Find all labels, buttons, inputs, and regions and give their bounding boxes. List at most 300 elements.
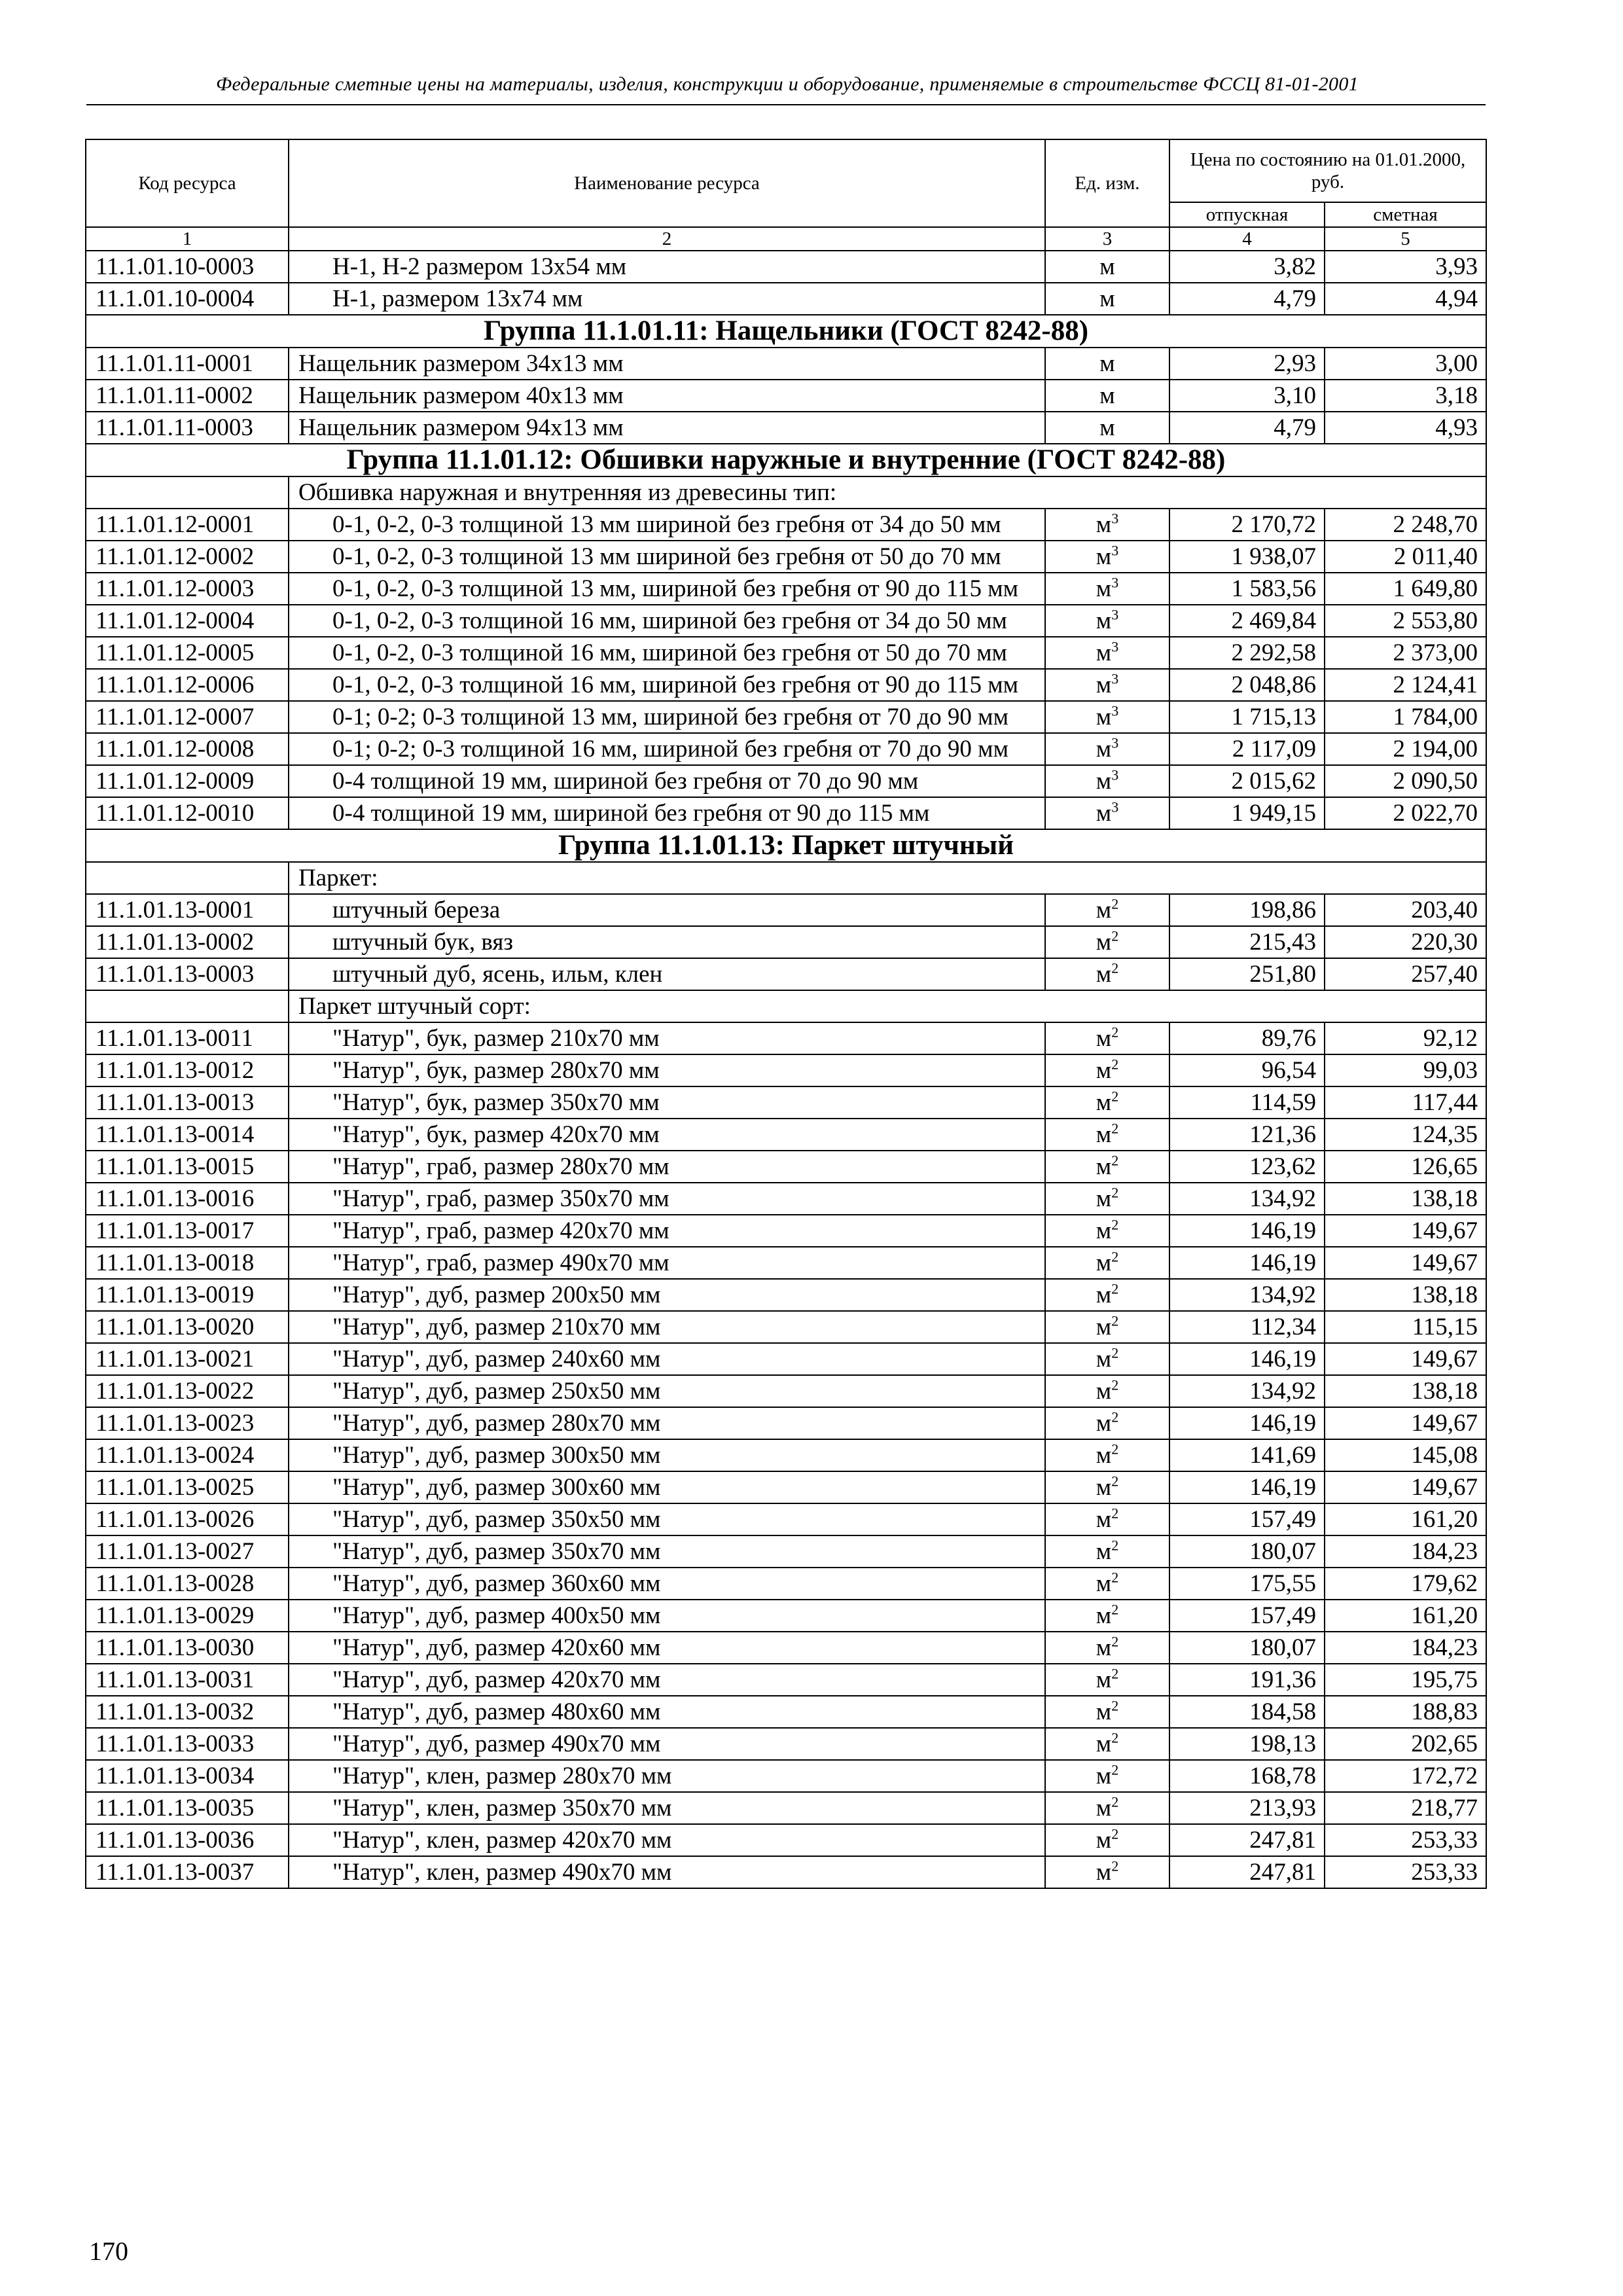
- table-row: [86, 894, 1486, 926]
- unit: м: [1096, 1795, 1112, 1821]
- release-price: 114,59: [1169, 1086, 1325, 1119]
- release-price: 198,13: [1169, 1728, 1325, 1760]
- price-table: [85, 139, 1487, 1889]
- table-row: [86, 1311, 1486, 1343]
- col-header-name: Наименование ресурса: [289, 139, 1045, 227]
- resource-name: 0-1, 0-2, 0-3 толщиной 16 мм, шириной без гребня от 50 до 70 мм: [289, 637, 1045, 669]
- resource-name: "Натур", дуб, размер 280х70 мм: [289, 1407, 1045, 1439]
- unit-exponent: 2: [1111, 1825, 1119, 1842]
- unit-cell: [1045, 1311, 1169, 1343]
- table-row: [86, 1568, 1486, 1600]
- resource-name: "Натур", дуб, размер 490х70 мм: [289, 1728, 1045, 1760]
- resource-code: 11.1.01.13-0022: [86, 1375, 289, 1407]
- resource-name: "Натур", граб, размер 280х70 мм: [289, 1151, 1045, 1183]
- estimate-price: 138,18: [1325, 1279, 1486, 1311]
- unit-exponent: 2: [1111, 1312, 1119, 1329]
- estimate-price: 3,00: [1325, 348, 1486, 380]
- subheading-code-cell: [86, 990, 289, 1022]
- release-price: 1 583,56: [1169, 573, 1325, 605]
- unit: м: [1096, 1827, 1112, 1854]
- table-row: [86, 1824, 1486, 1856]
- unit-exponent: 2: [1111, 1761, 1119, 1778]
- release-price: 1 938,07: [1169, 541, 1325, 573]
- estimate-price: 3,93: [1325, 251, 1486, 283]
- unit: м: [1096, 1859, 1112, 1886]
- table-row: [86, 541, 1486, 573]
- estimate-price: 253,33: [1325, 1856, 1486, 1888]
- unit-exponent: 2: [1111, 1344, 1119, 1361]
- resource-name: "Натур", граб, размер 420х70 мм: [289, 1215, 1045, 1247]
- unit-exponent: 3: [1111, 606, 1119, 623]
- unit: м: [1096, 1474, 1112, 1501]
- unit-cell: [1045, 1022, 1169, 1054]
- resource-name: "Натур", клен, размер 420х70 мм: [289, 1824, 1045, 1856]
- unit: м: [1096, 672, 1112, 698]
- table-row: [86, 1471, 1486, 1503]
- unit-cell: [1045, 1119, 1169, 1151]
- release-price: 2 117,09: [1169, 733, 1325, 765]
- estimate-price: 117,44: [1325, 1086, 1486, 1119]
- resource-name: "Натур", дуб, размер 350х70 мм: [289, 1535, 1045, 1568]
- resource-code: 11.1.01.13-0015: [86, 1151, 289, 1183]
- resource-code: 11.1.01.12-0009: [86, 765, 289, 797]
- unit-cell: [1045, 1600, 1169, 1632]
- table-body: [86, 251, 1486, 1888]
- unit-exponent: 2: [1111, 895, 1119, 912]
- estimate-price: 124,35: [1325, 1119, 1486, 1151]
- unit-cell: [1045, 541, 1169, 573]
- release-price: 4,79: [1169, 283, 1325, 315]
- resource-code: 11.1.01.13-0035: [86, 1792, 289, 1824]
- resource-name: "Натур", дуб, размер 420х70 мм: [289, 1664, 1045, 1696]
- release-price: 251,80: [1169, 958, 1325, 990]
- release-price: 180,07: [1169, 1632, 1325, 1664]
- unit: м: [1096, 1666, 1112, 1693]
- unit-exponent: 2: [1111, 1184, 1119, 1201]
- header-row: [86, 139, 1486, 202]
- unit: м: [1096, 1025, 1112, 1052]
- subheading-row: [86, 476, 1486, 509]
- table-row: [86, 1407, 1486, 1439]
- release-price: 123,62: [1169, 1151, 1325, 1183]
- resource-name: Н-1, размером 13х74 мм: [289, 283, 1045, 315]
- unit: м: [1096, 1698, 1112, 1725]
- table-row: [86, 1439, 1486, 1471]
- table-row: [86, 1503, 1486, 1535]
- column-number: 4: [1169, 227, 1325, 251]
- table-row: [86, 1696, 1486, 1728]
- unit-exponent: 2: [1111, 1601, 1119, 1618]
- unit-cell: [1045, 1535, 1169, 1568]
- group-heading-row: [86, 444, 1486, 476]
- resource-name: 0-4 толщиной 19 мм, шириной без гребня от 70 до 90 мм: [289, 765, 1045, 797]
- col-header-estimate: сметная: [1325, 202, 1486, 227]
- resource-code: 11.1.01.11-0001: [86, 348, 289, 380]
- unit: м: [1096, 543, 1112, 570]
- resource-name: 0-1, 0-2, 0-3 толщиной 13 мм, шириной без гребня от 90 до 115 мм: [289, 573, 1045, 605]
- unit: м: [1096, 736, 1112, 762]
- resource-code: 11.1.01.13-0023: [86, 1407, 289, 1439]
- unit: м: [1096, 1570, 1112, 1597]
- column-number: 1: [86, 227, 289, 251]
- resource-name: "Натур", клен, размер 490х70 мм: [289, 1856, 1045, 1888]
- table-row: [86, 1760, 1486, 1792]
- table-row: [86, 1664, 1486, 1696]
- resource-name: "Натур", дуб, размер 360х60 мм: [289, 1568, 1045, 1600]
- release-price: 157,49: [1169, 1503, 1325, 1535]
- unit-cell: [1045, 1824, 1169, 1856]
- estimate-price: 257,40: [1325, 958, 1486, 990]
- table-row: [86, 1119, 1486, 1151]
- resource-name: "Натур", бук, размер 350х70 мм: [289, 1086, 1045, 1119]
- resource-name: "Натур", дуб, размер 420х60 мм: [289, 1632, 1045, 1664]
- unit-exponent: 3: [1111, 702, 1119, 719]
- unit: м: [1096, 1538, 1112, 1565]
- unit-exponent: 3: [1111, 798, 1119, 816]
- subheading-row: [86, 990, 1486, 1022]
- unit-cell: [1045, 733, 1169, 765]
- resource-name: Нащельник размером 34х13 мм: [289, 348, 1045, 380]
- estimate-price: 253,33: [1325, 1824, 1486, 1856]
- resource-code: 11.1.01.13-0024: [86, 1439, 289, 1471]
- unit: м: [1096, 929, 1112, 956]
- unit: м: [1096, 1506, 1112, 1533]
- release-price: 157,49: [1169, 1600, 1325, 1632]
- unit: м: [1096, 1282, 1112, 1308]
- unit-cell: [1045, 637, 1169, 669]
- table-row: [86, 251, 1486, 283]
- unit: м: [1096, 1249, 1112, 1276]
- resource-name: штучный береза: [289, 894, 1045, 926]
- resource-name: "Натур", дуб, размер 200х50 мм: [289, 1279, 1045, 1311]
- unit: м: [1096, 704, 1112, 730]
- unit: м: [1096, 1442, 1112, 1469]
- resource-code: 11.1.01.13-0011: [86, 1022, 289, 1054]
- resource-code: 11.1.01.12-0008: [86, 733, 289, 765]
- table-row: [86, 1792, 1486, 1824]
- unit: м: [1099, 382, 1115, 409]
- estimate-price: 220,30: [1325, 926, 1486, 958]
- resource-code: 11.1.01.13-0030: [86, 1632, 289, 1664]
- resource-code: 11.1.01.13-0036: [86, 1824, 289, 1856]
- column-number: 3: [1045, 227, 1169, 251]
- running-header: Федеральные сметные цены на материалы, изделия, конструкции и оборудование, применяемые в строительстве ФССЦ 81-01-2001: [216, 73, 1359, 95]
- table-row: [86, 1343, 1486, 1375]
- resource-code: 11.1.01.13-0032: [86, 1696, 289, 1728]
- resource-name: 0-1, 0-2, 0-3 толщиной 16 мм, шириной без гребня от 34 до 50 мм: [289, 605, 1045, 637]
- estimate-price: 172,72: [1325, 1760, 1486, 1792]
- unit: м: [1096, 1602, 1112, 1629]
- unit-cell: [1045, 1279, 1169, 1311]
- table-row: [86, 1215, 1486, 1247]
- resource-name: "Натур", дуб, размер 480х60 мм: [289, 1696, 1045, 1728]
- unit-cell: [1045, 1760, 1169, 1792]
- resource-code: 11.1.01.12-0001: [86, 509, 289, 541]
- table-row: [86, 1600, 1486, 1632]
- unit-cell: [1045, 1439, 1169, 1471]
- table-row: [86, 573, 1486, 605]
- unit-exponent: 3: [1111, 766, 1119, 783]
- resource-code: 11.1.01.11-0003: [86, 412, 289, 444]
- group-heading-row: [86, 829, 1486, 862]
- resource-code: 11.1.01.12-0003: [86, 573, 289, 605]
- unit-cell: [1045, 1632, 1169, 1664]
- resource-code: 11.1.01.13-0014: [86, 1119, 289, 1151]
- resource-name: "Натур", дуб, размер 240х60 мм: [289, 1343, 1045, 1375]
- estimate-price: 149,67: [1325, 1343, 1486, 1375]
- unit-cell: [1045, 669, 1169, 701]
- resource-code: 11.1.01.12-0002: [86, 541, 289, 573]
- resource-code: 11.1.01.12-0004: [86, 605, 289, 637]
- unit-cell: [1045, 1375, 1169, 1407]
- release-price: 134,92: [1169, 1183, 1325, 1215]
- resource-code: 11.1.01.13-0025: [86, 1471, 289, 1503]
- unit-exponent: 2: [1111, 1088, 1119, 1105]
- estimate-price: 2 553,80: [1325, 605, 1486, 637]
- subheading-text: Паркет:: [289, 862, 1486, 894]
- unit-cell: [1045, 348, 1169, 380]
- resource-code: 11.1.01.13-0028: [86, 1568, 289, 1600]
- unit: м: [1096, 1089, 1112, 1116]
- resource-name: Нащельник размером 40х13 мм: [289, 380, 1045, 412]
- table-row: [86, 509, 1486, 541]
- resource-name: "Натур", дуб, размер 300х60 мм: [289, 1471, 1045, 1503]
- resource-code: 11.1.01.13-0029: [86, 1600, 289, 1632]
- header-rule: [86, 104, 1486, 105]
- estimate-price: 179,62: [1325, 1568, 1486, 1600]
- resource-code: 11.1.01.13-0034: [86, 1760, 289, 1792]
- resource-name: 0-1; 0-2; 0-3 толщиной 13 мм, шириной без гребня от 70 до 90 мм: [289, 701, 1045, 733]
- estimate-price: 1 784,00: [1325, 701, 1486, 733]
- resource-code: 11.1.01.13-0012: [86, 1054, 289, 1086]
- estimate-price: 2 124,41: [1325, 669, 1486, 701]
- unit-exponent: 2: [1111, 1857, 1119, 1874]
- resource-name: "Натур", дуб, размер 250х50 мм: [289, 1375, 1045, 1407]
- subheading-code-cell: [86, 862, 289, 894]
- unit-cell: [1045, 797, 1169, 829]
- unit: м: [1096, 1057, 1112, 1084]
- resource-name: "Натур", бук, размер 210х70 мм: [289, 1022, 1045, 1054]
- resource-code: 11.1.01.13-0018: [86, 1247, 289, 1279]
- release-price: 3,82: [1169, 251, 1325, 283]
- release-price: 2 170,72: [1169, 509, 1325, 541]
- resource-code: 11.1.01.13-0037: [86, 1856, 289, 1888]
- estimate-price: 184,23: [1325, 1535, 1486, 1568]
- table-row: [86, 380, 1486, 412]
- release-price: 2,93: [1169, 348, 1325, 380]
- estimate-price: 161,20: [1325, 1600, 1486, 1632]
- unit-cell: [1045, 701, 1169, 733]
- group-heading: Группа 11.1.01.11: Нащельники (ГОСТ 8242-88): [86, 315, 1486, 348]
- unit-exponent: 2: [1111, 1280, 1119, 1297]
- release-price: 2 469,84: [1169, 605, 1325, 637]
- unit-exponent: 2: [1111, 1537, 1119, 1554]
- unit: м: [1099, 253, 1115, 280]
- estimate-price: 2 011,40: [1325, 541, 1486, 573]
- table-row: [86, 1183, 1486, 1215]
- resource-name: "Натур", граб, размер 350х70 мм: [289, 1183, 1045, 1215]
- resource-code: 11.1.01.13-0020: [86, 1311, 289, 1343]
- release-price: 4,79: [1169, 412, 1325, 444]
- resource-code: 11.1.01.13-0013: [86, 1086, 289, 1119]
- release-price: 168,78: [1169, 1760, 1325, 1792]
- resource-code: 11.1.01.13-0003: [86, 958, 289, 990]
- unit: м: [1096, 1378, 1112, 1405]
- table-row: [86, 733, 1486, 765]
- release-price: 141,69: [1169, 1439, 1325, 1471]
- estimate-price: 92,12: [1325, 1022, 1486, 1054]
- estimate-price: 161,20: [1325, 1503, 1486, 1535]
- estimate-price: 2 022,70: [1325, 797, 1486, 829]
- resource-code: 11.1.01.12-0005: [86, 637, 289, 669]
- release-price: 96,54: [1169, 1054, 1325, 1086]
- table-row: [86, 348, 1486, 380]
- unit: м: [1096, 961, 1112, 988]
- unit-cell: [1045, 1568, 1169, 1600]
- unit-exponent: 2: [1111, 1248, 1119, 1265]
- resource-name: 0-1, 0-2, 0-3 толщиной 13 мм шириной без гребня от 34 до 50 мм: [289, 509, 1045, 541]
- estimate-price: 145,08: [1325, 1439, 1486, 1471]
- unit-exponent: 2: [1111, 1729, 1119, 1746]
- unit-cell: [1045, 1856, 1169, 1888]
- resource-name: Н-1, Н-2 размером 13х54 мм: [289, 251, 1045, 283]
- table-row: [86, 605, 1486, 637]
- unit: м: [1096, 1185, 1112, 1212]
- unit: м: [1099, 350, 1115, 377]
- resource-name: "Натур", клен, размер 350х70 мм: [289, 1792, 1045, 1824]
- unit: м: [1096, 1346, 1112, 1372]
- resource-code: 11.1.01.13-0027: [86, 1535, 289, 1568]
- unit: м: [1096, 800, 1112, 827]
- table-row: [86, 1054, 1486, 1086]
- page-number: 170: [89, 2236, 128, 2266]
- unit-exponent: 2: [1111, 1633, 1119, 1650]
- resource-name: 0-1, 0-2, 0-3 толщиной 13 мм шириной без гребня от 50 до 70 мм: [289, 541, 1045, 573]
- resource-code: 11.1.01.10-0004: [86, 283, 289, 315]
- resource-code: 11.1.01.12-0006: [86, 669, 289, 701]
- release-price: 2 292,58: [1169, 637, 1325, 669]
- table-row: [86, 797, 1486, 829]
- unit-exponent: 2: [1111, 1408, 1119, 1426]
- resource-name: "Натур", бук, размер 280х70 мм: [289, 1054, 1045, 1086]
- unit-cell: [1045, 412, 1169, 444]
- unit: м: [1096, 768, 1112, 795]
- unit: м: [1096, 1153, 1112, 1180]
- unit-cell: [1045, 1086, 1169, 1119]
- unit-exponent: 3: [1111, 638, 1119, 655]
- unit-cell: [1045, 573, 1169, 605]
- resource-code: 11.1.01.12-0007: [86, 701, 289, 733]
- resource-name: "Натур", граб, размер 490х70 мм: [289, 1247, 1045, 1279]
- table-row: [86, 412, 1486, 444]
- estimate-price: 203,40: [1325, 894, 1486, 926]
- unit-cell: [1045, 926, 1169, 958]
- unit-exponent: 2: [1111, 1473, 1119, 1490]
- unit-cell: [1045, 1792, 1169, 1824]
- resource-name: Нащельник размером 94х13 мм: [289, 412, 1045, 444]
- resource-name: 0-1; 0-2; 0-3 толщиной 16 мм, шириной без гребня от 70 до 90 мм: [289, 733, 1045, 765]
- estimate-price: 99,03: [1325, 1054, 1486, 1086]
- resource-name: "Натур", дуб, размер 210х70 мм: [289, 1311, 1045, 1343]
- table-row: [86, 1022, 1486, 1054]
- release-price: 247,81: [1169, 1856, 1325, 1888]
- resource-name: "Натур", дуб, размер 400х50 мм: [289, 1600, 1045, 1632]
- unit-cell: [1045, 283, 1169, 315]
- release-price: 247,81: [1169, 1824, 1325, 1856]
- unit-cell: [1045, 894, 1169, 926]
- column-number: 5: [1325, 227, 1486, 251]
- estimate-price: 1 649,80: [1325, 573, 1486, 605]
- resource-name: штучный бук, вяз: [289, 926, 1045, 958]
- release-price: 146,19: [1169, 1407, 1325, 1439]
- unit-cell: [1045, 1471, 1169, 1503]
- unit-exponent: 3: [1111, 574, 1119, 591]
- unit-cell: [1045, 1215, 1169, 1247]
- estimate-price: 184,23: [1325, 1632, 1486, 1664]
- estimate-price: 218,77: [1325, 1792, 1486, 1824]
- release-price: 134,92: [1169, 1375, 1325, 1407]
- subheading-code-cell: [86, 476, 289, 509]
- release-price: 146,19: [1169, 1471, 1325, 1503]
- release-price: 3,10: [1169, 380, 1325, 412]
- unit-exponent: 3: [1111, 542, 1119, 559]
- estimate-price: 2 194,00: [1325, 733, 1486, 765]
- subheading-row: [86, 862, 1486, 894]
- subheading-text: Обшивка наружная и внутренняя из древесины тип:: [289, 476, 1486, 509]
- estimate-price: 149,67: [1325, 1215, 1486, 1247]
- unit-exponent: 2: [1111, 1441, 1119, 1458]
- estimate-price: 195,75: [1325, 1664, 1486, 1696]
- unit-exponent: 2: [1111, 1024, 1119, 1041]
- unit-cell: [1045, 380, 1169, 412]
- unit-cell: [1045, 605, 1169, 637]
- table-row: [86, 1728, 1486, 1760]
- unit-cell: [1045, 1054, 1169, 1086]
- unit-cell: [1045, 958, 1169, 990]
- estimate-price: 2 373,00: [1325, 637, 1486, 669]
- unit: м: [1096, 607, 1112, 634]
- unit-exponent: 2: [1111, 1120, 1119, 1137]
- release-price: 184,58: [1169, 1696, 1325, 1728]
- unit-cell: [1045, 1343, 1169, 1375]
- unit: м: [1099, 285, 1115, 312]
- unit-cell: [1045, 251, 1169, 283]
- resource-name: "Натур", дуб, размер 300х50 мм: [289, 1439, 1045, 1471]
- unit: м: [1096, 897, 1112, 924]
- table-row: [86, 1375, 1486, 1407]
- release-price: 146,19: [1169, 1343, 1325, 1375]
- unit-cell: [1045, 765, 1169, 797]
- unit-cell: [1045, 1696, 1169, 1728]
- col-header-unit: Ед. изм.: [1045, 139, 1169, 227]
- estimate-price: 3,18: [1325, 380, 1486, 412]
- col-header-release: отпускная: [1169, 202, 1325, 227]
- unit-cell: [1045, 1151, 1169, 1183]
- estimate-price: 4,94: [1325, 283, 1486, 315]
- release-price: 198,86: [1169, 894, 1325, 926]
- resource-code: 11.1.01.13-0017: [86, 1215, 289, 1247]
- table-row: [86, 1535, 1486, 1568]
- release-price: 175,55: [1169, 1568, 1325, 1600]
- unit-cell: [1045, 509, 1169, 541]
- unit-exponent: 2: [1111, 1793, 1119, 1810]
- estimate-price: 2 090,50: [1325, 765, 1486, 797]
- table-row: [86, 958, 1486, 990]
- resource-code: 11.1.01.13-0019: [86, 1279, 289, 1311]
- group-heading: Группа 11.1.01.13: Паркет штучный: [86, 829, 1486, 862]
- release-price: 1 715,13: [1169, 701, 1325, 733]
- table-row: [86, 1279, 1486, 1311]
